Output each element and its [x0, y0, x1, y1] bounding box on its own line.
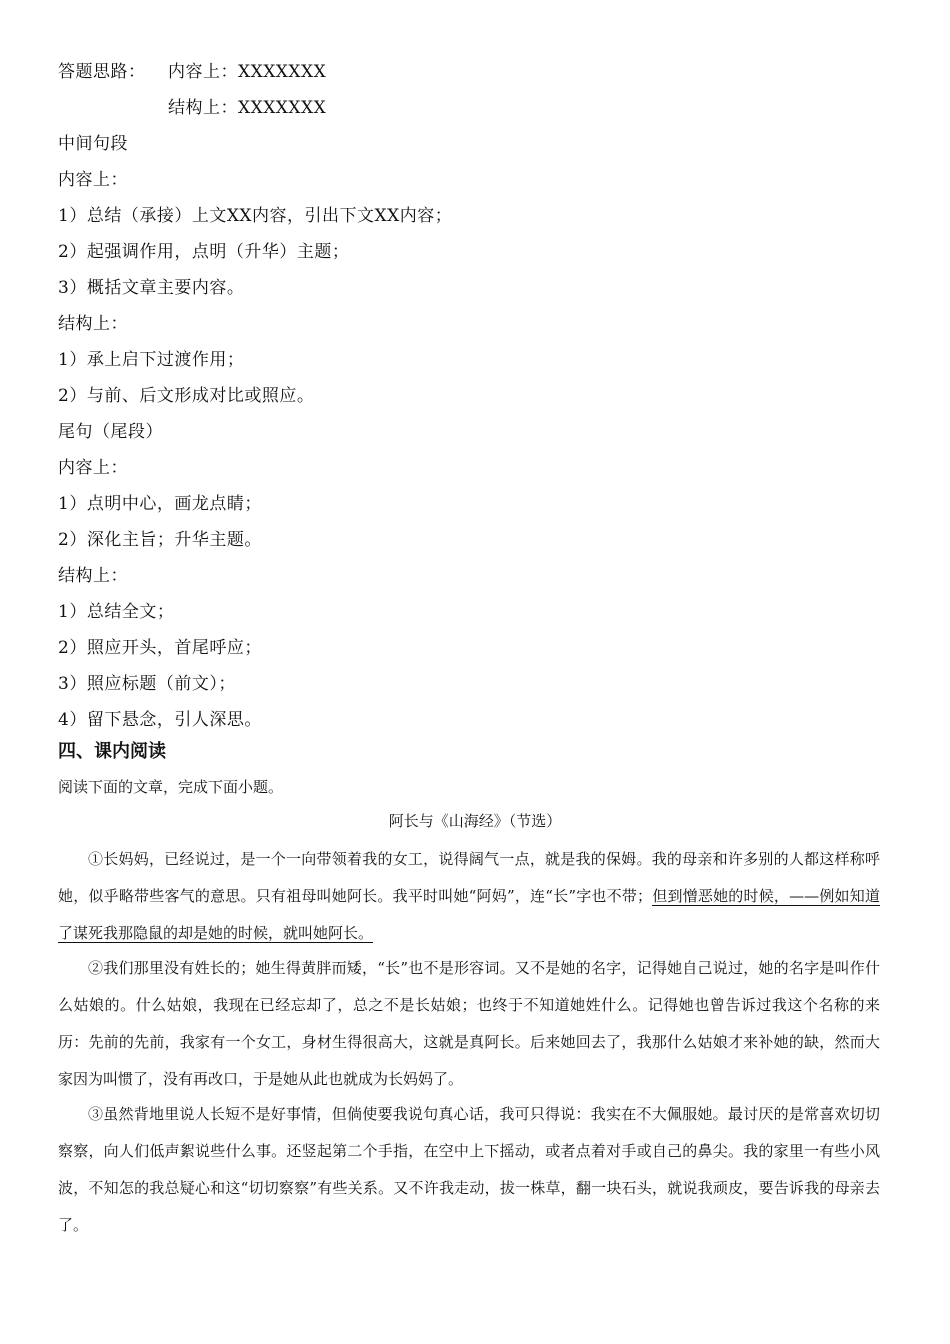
passage-paragraph-2: ②我们那里没有姓长的；她生得黄胖而矮，“长”也不是形容词。又不是她的名字，记得她自己说过，她的名字是叫作什么姑娘的。什么姑娘，我现在已经忘却了，总之不是长姑娘；也终于不知道她姓什么。记得她也曾告诉过我这个名称的来历：先前的先前，我家有一个女工，身材生得很高大，这就是真阿长。后来她回去了，我那什么姑娘才来补她的缺，然而大家因为叫惯了，没有再改口，于是她从此也就成为长妈妈了。	[58, 959, 880, 1088]
ending-structure-item: 4）留下悬念，引人深思。	[58, 710, 262, 730]
ending-structure-item: 1）总结全文；	[58, 602, 175, 622]
middle-content-title: 内容上：	[58, 170, 128, 190]
passage-paragraph-1	[58, 841, 880, 952]
paragraph-1-underlined: 但到憎恶她的时候，——例如知道了谋死我那隐鼠的却是她的时候，就叫她阿长。	[58, 887, 880, 942]
ending-structure-item: 2）照应开头，首尾呼应；	[58, 638, 262, 658]
answer-thinking-structure: 结构上：XXXXXXX	[168, 98, 327, 118]
middle-content-item: 2）起强调作用，点明（升华）主题；	[58, 242, 350, 262]
ending-content-item: 2）深化主旨；升华主题。	[58, 530, 262, 550]
ending-content-title: 内容上：	[58, 458, 128, 478]
answer-thinking-label: 答题思路：	[58, 62, 146, 82]
ending-structure-title: 结构上：	[58, 566, 128, 586]
middle-structure-item: 1）承上启下过渡作用；	[58, 350, 245, 370]
middle-structure-item: 2）与前、后文形成对比或照应。	[58, 386, 315, 406]
middle-content-item: 1）总结（承接）上文XX内容，引出下文XX内容；	[58, 206, 453, 226]
paragraph-1-text: ①长妈妈，已经说过，是一个一向带领着我的女工，说得阔气一点，就是我的保姆。我的母亲和许多别的人都这样称呼她，似乎略带些客气的意思。只有祖母叫她阿长。我平时叫她“阿妈”，连“长”字也不带；	[58, 850, 880, 905]
passage-paragraph-3: ③虽然背地里说人长短不是好事情，但倘使要我说句真心话，我可只得说：我实在不大佩服她。最讨厌的是常喜欢切切察察，向人们低声絮说些什么事。还竖起第二个手指，在空中上下摇动，或者点着对手或自己的鼻尖。我的家里一有些小风波，不知怎的我总疑心和这“切切察察”有些关系。又不许我走动，拔一株草，翻一块石头，就说我顽皮，要告诉我的母亲去了。	[58, 1105, 880, 1234]
answer-thinking-line	[58, 60, 326, 84]
passage-title: 阿长与《山海经》（节选）	[388, 812, 562, 830]
ending-title: 尾句（尾段）	[58, 422, 163, 442]
section-heading: 四、课内阅读	[58, 741, 166, 762]
section-instruction: 阅读下面的文章，完成下面小题。	[58, 778, 284, 796]
middle-content-item: 3）概括文章主要内容。	[58, 278, 245, 298]
ending-structure-item: 3）照应标题（前文）；	[58, 674, 236, 694]
answer-thinking-content: 内容上：XXXXXXX	[168, 62, 327, 82]
middle-structure-title: 结构上：	[58, 314, 128, 334]
ending-content-item: 1）点明中心，画龙点睛；	[58, 494, 262, 514]
middle-title: 中间句段	[58, 134, 128, 154]
